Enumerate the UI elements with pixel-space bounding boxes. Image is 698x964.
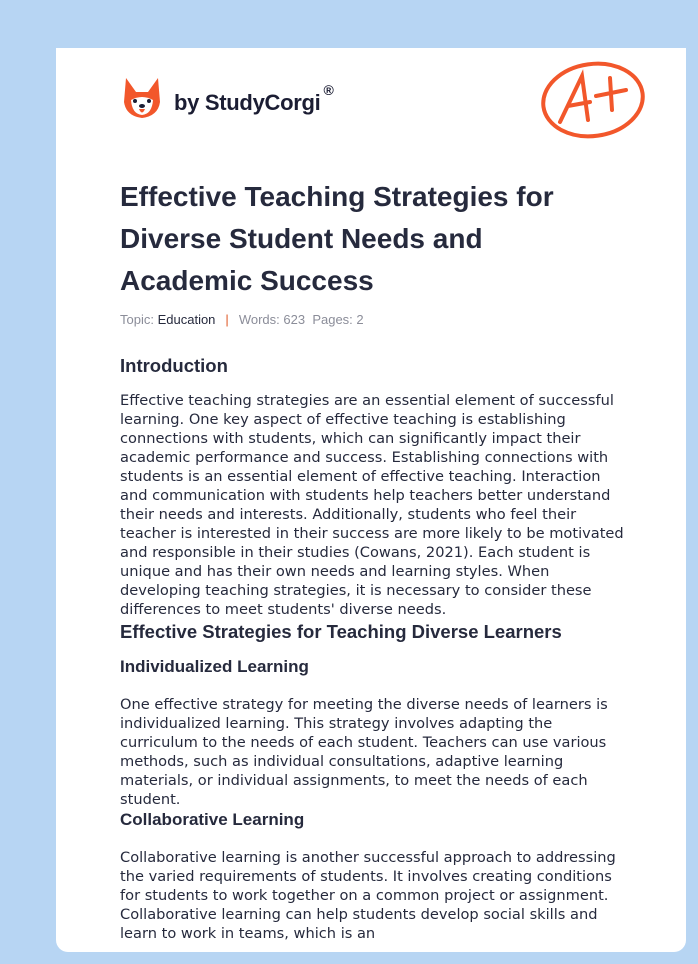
paragraph-introduction: Effective teaching strategies are an essential element of successful learning. One key aspect of effective teaching is establishing connections with students, which can significantly impact their academic performance and success. Establishing connections with students is an essential element of effective teaching. Interaction and communication with students help teachers better understand their needs and interests. Additionally, students who feel their teacher is interested in their success are more likely to be motivated and responsible in their studies (Cowans, 2021). Each student is unique and has their own needs and learning styles. When developing teaching strategies, it is necessary to consider these differences to meet students' diverse needs. (120, 392, 624, 618)
brand-name: by StudyCorgi ® (174, 82, 334, 115)
a-plus-grade-icon (538, 60, 648, 142)
document-card (56, 48, 686, 952)
topic-link[interactable]: Education (157, 312, 216, 327)
paragraph-individualized: One effective strategy for meeting the diverse needs of learners is individualized learning. This strategy involves adapting the curriculum to the needs of each student. Teachers can use various methods, such as individual consultations, adaptive learning materials, or individual assignments, to meet the needs of each student. (120, 696, 608, 808)
document-meta: Topic: Education | Words: 623 Pages: 2 (120, 312, 364, 327)
page-title: Effective Teaching Strategies for Diverse Student Needs and Academic Success (120, 181, 554, 296)
document-body (120, 354, 632, 943)
heading-introduction: Introduction (120, 355, 228, 376)
studycorgi-logo[interactable] (122, 76, 333, 120)
paragraph-collaborative: Collaborative learning is another successful approach to addressing the varied requirements of students. It involves creating conditions for students to work together on a common project or assignment. Collaborative learning can help students develop social skills and learn to work in teams, which is an (120, 849, 616, 942)
heading-individualized: Individualized Learning (120, 657, 309, 676)
heading-strategies: Effective Strategies for Teaching Diverse Learners (120, 621, 562, 642)
heading-collaborative: Collaborative Learning (120, 810, 305, 829)
corgi-icon (122, 76, 162, 120)
